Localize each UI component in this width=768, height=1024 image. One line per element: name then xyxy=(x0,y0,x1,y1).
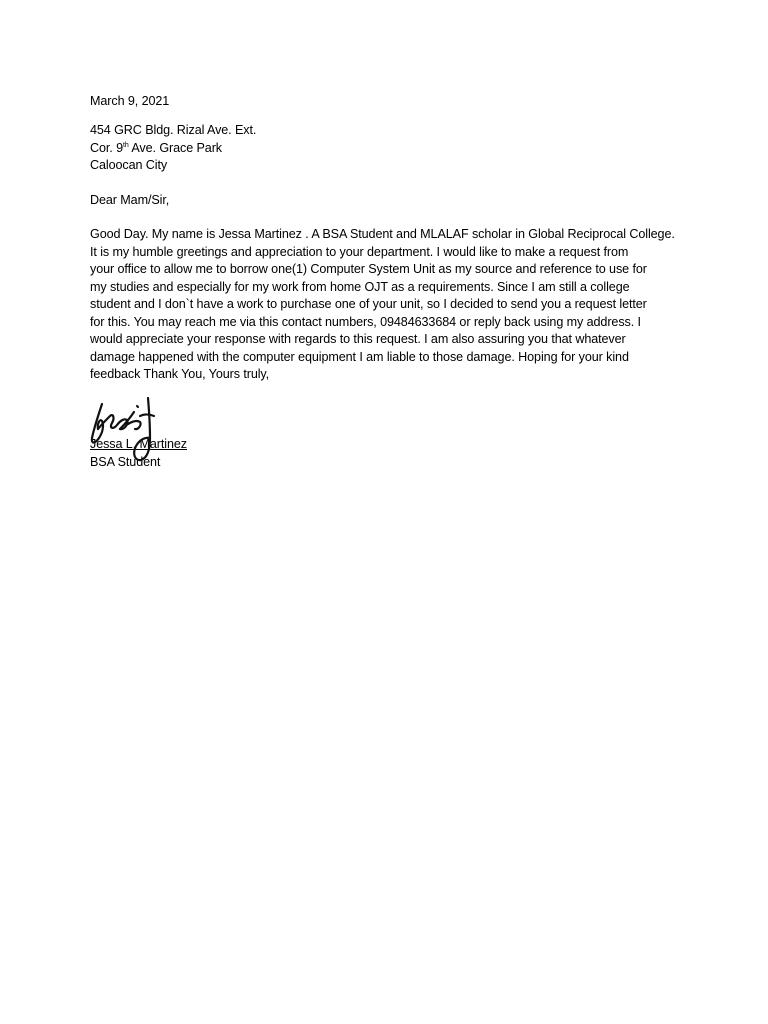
handwritten-signature xyxy=(80,394,170,474)
salutation: Dear Mam/Sir, xyxy=(90,193,170,207)
body-line: feedback Thank You, Yours truly, xyxy=(90,367,270,381)
letter-body xyxy=(90,226,690,384)
signatory-title: BSA Student xyxy=(90,455,161,469)
letter-date: March 9, 2021 xyxy=(90,94,170,108)
body-line: for this. You may reach me via this contact numbers, 09484633684 or reply back using my address. I xyxy=(90,314,641,329)
body-line: your office to allow me to borrow one(1) Computer System Unit as my source and reference to use for xyxy=(90,262,647,276)
body-line: damage happened with the computer equipment I am liable to those damage. Hoping for your kind xyxy=(90,349,629,364)
address-line-2 xyxy=(90,140,222,158)
body-line: It is my humble greetings and appreciation to your department. I would like to make a request from xyxy=(90,244,629,259)
body-line: my studies and especially for my work from home OJT as a requirements. Since I am still a college xyxy=(90,279,630,294)
body-line: student and I don`t have a work to purchase one of your unit, so I decided to send you a request letter xyxy=(90,297,647,311)
signatory-name: Jessa L. Martinez xyxy=(90,437,187,451)
address-line-3: Caloocan City xyxy=(90,158,168,172)
address-line-2-suffix: Ave. Grace Park xyxy=(128,141,223,155)
body-line: Good Day. My name is Jessa Martinez . A BSA Student and MLALAF scholar in Global Reciprocal College. xyxy=(90,227,675,241)
body-line: would appreciate your response with regards to this request. I am also assuring you that whatever xyxy=(90,332,626,346)
address-line-1: 454 GRC Bldg. Rizal Ave. Ext. xyxy=(90,123,257,137)
address-line-2-prefix: Cor. 9 xyxy=(90,141,123,155)
address-line-2-superscript: th xyxy=(123,141,129,149)
